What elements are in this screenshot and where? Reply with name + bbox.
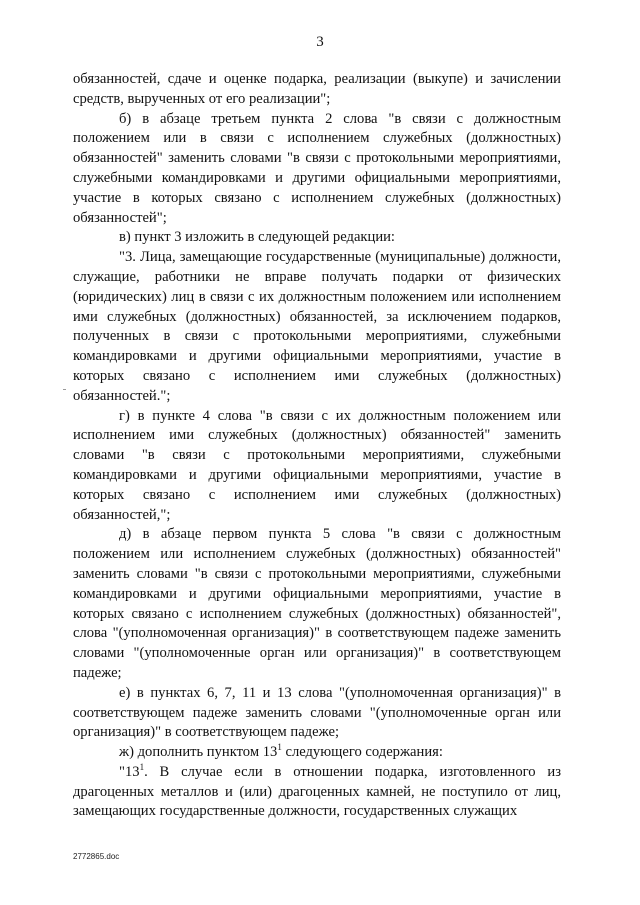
document-body (73, 70, 561, 822)
paragraph-item-13-1 (73, 763, 561, 822)
superscript: 1 (139, 762, 145, 773)
paragraph-13-tail: . В случае если в отношении подарка, изготовленного из драгоценных металлов и (или) драгоценных камней, не поступило от лиц, замещающих государственные должности, государственных служащих (73, 763, 561, 820)
paragraph-continuation: обязанностей, сдаче и оценке подарка, реализации (выкупе) и зачислении средств, вырученных от его реализации"; (73, 71, 561, 107)
paragraph-13-text: "13 (119, 763, 140, 780)
page-number: 3 (316, 34, 324, 50)
paragraph-d: д) в абзаце первом пункта 5 слова "в связи с должностным положением или исполнением служебных (должностных) обязанностей" заменить словами "в связи с протокольными мероприятиями, служебными командировками и другими официальными мероприятиями, участие в которых связано с исполнением служебных (должностных) обязанностей", слова "(уполномоченная организация)" в соответствующем падеже заменить словами "(уполномоченные орган или организация)" в соответствующем падеже; (73, 526, 561, 681)
paragraph-b: б) в абзаце третьем пункта 2 слова "в связи с должностным положением или в связи с исполнением служебных (должностных) обязанностей" заменить словами "в связи с протокольными мероприятиями, служебными командировками и другими официальными мероприятиями, участие в которых связано с исполнением служебных (должностных) обязанностей"; (73, 110, 561, 226)
margin-mark (63, 389, 66, 390)
paragraph-zh-text: ж) дополнить пунктом 13 (119, 744, 278, 761)
paragraph-v: в) пункт 3 изложить в следующей редакции: (119, 229, 395, 246)
footer-file-code: 2772865.doc (73, 852, 120, 861)
paragraph-item-3: "3. Лица, замещающие государственные (муниципальные) должности, служащие, работники не вправе получать подарки от физических (юридических) лиц в связи с их должностным положением или исполнением ими служебных (должностных) обязанностей, за исключением подарков, полученных в связи с протокольными мероприятиями, служебными командировками и другими официальными мероприятиями, участие в которых связано с исполнением ими служебных (должностных) обязанностей."; (73, 249, 561, 404)
paragraph-zh-tail: следующего содержания: (281, 744, 443, 761)
paragraph-zh (73, 743, 561, 763)
paragraph-e: е) в пунктах 6, 7, 11 и 13 слова "(уполномоченная организация)" в соответствующем падеже заменить словами "(уполномоченные орган или организация)" в соответствующем падеже; (73, 684, 561, 741)
superscript: 1 (277, 742, 282, 753)
paragraph-g: г) в пункте 4 слова "в связи с их должностным положением или исполнением ими служебных (должностных) обязанностей" заменить словами "в связи с протокольными мероприятиями, служебными командировками и другими официальными мероприятиями, участие в которых связано с исполнением ими служебных (должностных) обязанностей,"; (73, 407, 561, 523)
